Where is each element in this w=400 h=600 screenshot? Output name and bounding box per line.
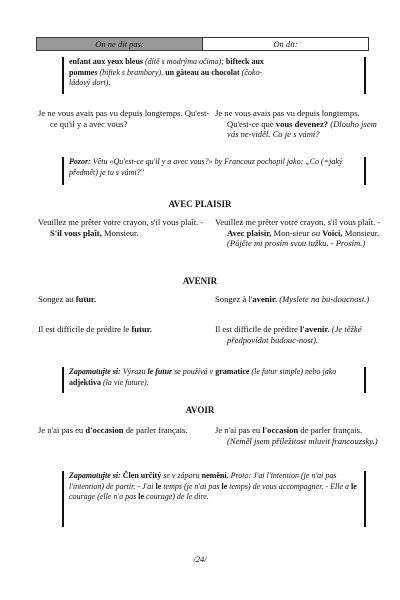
column-header-bar bbox=[36, 37, 369, 51]
note-box-clen-urcity: Zapamatujte si: Člen určitý se v záporu nemění. Proto: J'ai l'intention (je n'ai pas l'intention) de partir. - J'ai le temps (je n'ai pas le temps) de vous accompagner. - Elle a le courage (elle n'a pas le courage) de le dire. bbox=[62, 471, 366, 527]
section-title-avenir: AVENIR bbox=[182, 276, 218, 286]
row2-correct-text: Veuillez me prêter votre crayon, s'il vous plaît. - Avec plaisir, Mon-sieur ou Voici, Monsieur. (Půjčte mi prosím svou tužku. - Prosím.) bbox=[215, 217, 381, 248]
note-box-pozor: Pozor: Větu «Qu'est-ce qu'il y a avec vous?» by Francouz pochopil jako: „Co (=jaký předmět) je tu s vámi?" bbox=[62, 157, 366, 185]
header-left-label: On ne dit pas: bbox=[37, 38, 202, 50]
row3-wrong-text: Songez au futur. bbox=[38, 294, 97, 304]
section-title-avoir: AVOIR bbox=[185, 405, 215, 415]
row1-wrong-text: Je ne vous avais pas vu depuis longtemps. Qu'est-ce qu'il y a avec vous? bbox=[38, 108, 210, 129]
row2-wrong-text: Veuillez me prêter votre crayon, s'il vous plaît. - S'il vous plaît, Monsieur. bbox=[38, 217, 204, 238]
row5-correct-text: Je n'ai pas eu l'occasion de parler français. (Neměl jsem příležitost mluvit francouzsky.) bbox=[215, 425, 378, 446]
note-box-futur: Zapamatujte si: Výrazu le futur se používá v gramatice (le futur simple) nebo jako adjektiva (la vie future). bbox=[62, 367, 366, 393]
row5-wrong-text: Je n'ai pas eu d'occasion de parler français. bbox=[38, 425, 188, 435]
row4-correct-text: Il est difficile de prédire l'avenir. (Je těžké předpovídat budouc-nost). bbox=[215, 324, 362, 345]
row3-correct-text: Songez à l'avenir. (Myslete na bu-doucnost.) bbox=[215, 294, 370, 304]
page-number: /24/ bbox=[193, 554, 207, 564]
note-box-food-examples: enfant aux yeux bleus (dítě s modrýma očima); bifteck aux pommes (biftek s brambory), un gâteau au chocolat (čoko- ládový dort). bbox=[62, 57, 366, 94]
row1-correct-text: Je ne vous avais pas vu depuis longtemps. Qu'est-ce que vous devenez? (Dlouho jsem vás ne-viděl. Co je s vámi? bbox=[215, 108, 377, 139]
header-right-label: On dit: bbox=[202, 38, 368, 50]
section-title-avec-plaisir: AVEC PLAISIR bbox=[168, 199, 232, 209]
row4-wrong-text: Il est difficile de prédire le futur. bbox=[38, 324, 152, 334]
